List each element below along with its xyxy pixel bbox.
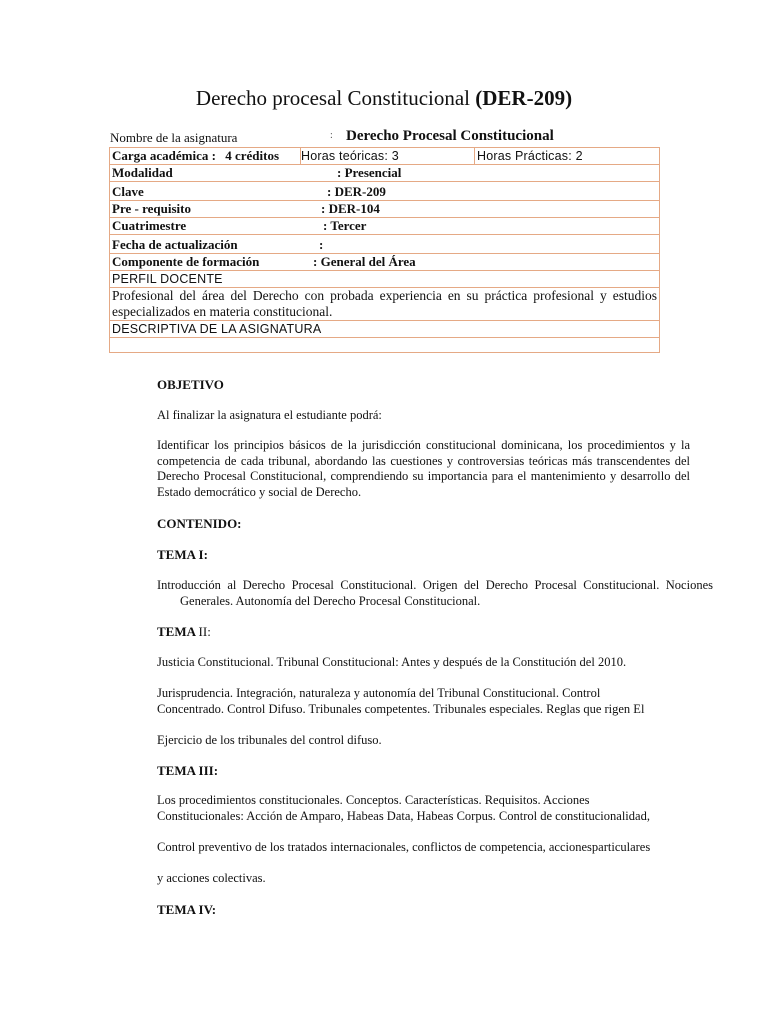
tema2-p2: Jurisprudencia. Integración, naturaleza y autonomía del Tribunal Constitucional. Control: [157, 686, 601, 700]
cell-horas-teoricas: [301, 148, 475, 165]
objetivo-heading: OBJETIVO: [157, 377, 224, 392]
horas-practicas: Horas Prácticas: 2: [477, 149, 583, 163]
prerequisito-label: Pre - requisito: [112, 201, 191, 216]
objetivo-text: Identificar los principios básicos de la jurisdicción constitucional dominicana, los procedimientos y la competencia de cada tribunal, abordando las cuestiones y controversias teóricas más transcendentes del Derecho Procesal Constitucional, comprendiendo su importancia para el mantenimiento y desarrollo del Estado democrático y social de Derecho.: [157, 438, 690, 499]
course-info-table: [109, 147, 660, 353]
tema1-heading: TEMA I:: [157, 547, 208, 562]
row-perfil-header: [110, 271, 660, 288]
modalidad-value: : Presencial: [337, 165, 402, 180]
row-modalidad: [110, 165, 660, 182]
cell-modalidad: [110, 165, 660, 182]
tema2-p4: Ejercicio de los tribunales del control difuso.: [157, 733, 382, 747]
tema2-heading: [157, 624, 211, 640]
prerequisito-value: : DER-104: [321, 201, 380, 216]
tema4-heading: TEMA IV:: [157, 902, 217, 917]
cell-empty: [110, 338, 660, 353]
title-code: (DER-209): [475, 86, 573, 110]
cell-componente: [110, 254, 660, 271]
componente-label: Componente de formación: [112, 254, 260, 269]
tema2-heading-rest: II:: [198, 624, 211, 639]
row-prerequisito: [110, 201, 660, 218]
perfil-docente-header: PERFIL DOCENTE: [112, 272, 223, 286]
document-title: [0, 86, 768, 111]
clave-value: : DER-209: [327, 184, 386, 199]
row-carga: [110, 148, 660, 165]
tema3-p3: Control preventivo de los tratados internacionales, conflictos de competencia, accionesparticulares: [157, 840, 651, 854]
course-name-colon: :: [330, 130, 333, 141]
tema3-p1: Los procedimientos constitucionales. Conceptos. Características. Requisitos. Acciones: [157, 793, 590, 807]
cell-prerequisito: [110, 201, 660, 218]
perfil-docente-text: Profesional del área del Derecho con probada experiencia en su práctica profesional y estudios especializados en materia constitucional.: [112, 288, 657, 319]
contenido-heading: CONTENIDO:: [157, 516, 242, 531]
course-name-row: [110, 128, 660, 146]
cell-cuatrimestre: [110, 218, 660, 235]
fecha-value: :: [319, 237, 324, 252]
tema1-text: Introducción al Derecho Procesal Constitucional. Origen del Derecho Procesal Constitucional. Nociones Generales. Autonomía del Derecho Procesal Constitucional.: [157, 578, 713, 608]
cuatrimestre-value: : Tercer: [323, 218, 367, 233]
row-descriptiva-header: [110, 321, 660, 338]
cell-clave: [110, 182, 660, 201]
descriptiva-header: DESCRIPTIVA DE LA ASIGNATURA: [112, 322, 322, 336]
title-text: Derecho procesal Constitucional: [195, 86, 476, 110]
modalidad-label: Modalidad: [112, 165, 173, 180]
cell-carga-label: [110, 148, 301, 165]
tema2-heading-bold: TEMA: [157, 624, 199, 639]
cell-horas-practicas: [475, 148, 660, 165]
horas-teoricas: Horas teóricas: 3: [301, 149, 399, 163]
row-componente: [110, 254, 660, 271]
cell-perfil-text: [110, 288, 660, 321]
row-perfil-text: [110, 288, 660, 321]
course-name-label: Nombre de la asignatura: [110, 130, 238, 145]
cell-descriptiva-header: [110, 321, 660, 338]
tema3-p2: Constitucionales: Acción de Amparo, Habeas Data, Habeas Corpus. Control de constitucionalidad,: [157, 809, 650, 823]
cell-fecha: [110, 235, 660, 254]
carga-label: Carga académica :: [112, 148, 216, 163]
clave-label: Clave: [112, 184, 144, 199]
tema2-p1: Justicia Constitucional. Tribunal Constitucional: Antes y después de la Constitución del 2010.: [157, 655, 627, 669]
course-name-value: Derecho Procesal Constitucional: [346, 128, 554, 144]
tema3-p4: y acciones colectivas.: [157, 871, 266, 885]
carga-value: 4 créditos: [225, 148, 280, 163]
row-clave: [110, 182, 660, 201]
row-fecha: [110, 235, 660, 254]
cuatrimestre-label: Cuatrimestre: [112, 218, 187, 233]
row-cuatrimestre: [110, 218, 660, 235]
componente-value: : General del Área: [313, 254, 416, 269]
cell-perfil-header: [110, 271, 660, 288]
tema2-p3: Concentrado. Control Difuso. Tribunales competentes. Tribunales especiales. Reglas que rigen El: [157, 702, 645, 716]
tema3-heading: TEMA III:: [157, 763, 219, 778]
row-empty: [110, 338, 660, 353]
objetivo-intro: Al finalizar la asignatura el estudiante podrá:: [157, 408, 382, 422]
fecha-label: Fecha de actualización: [112, 237, 238, 252]
